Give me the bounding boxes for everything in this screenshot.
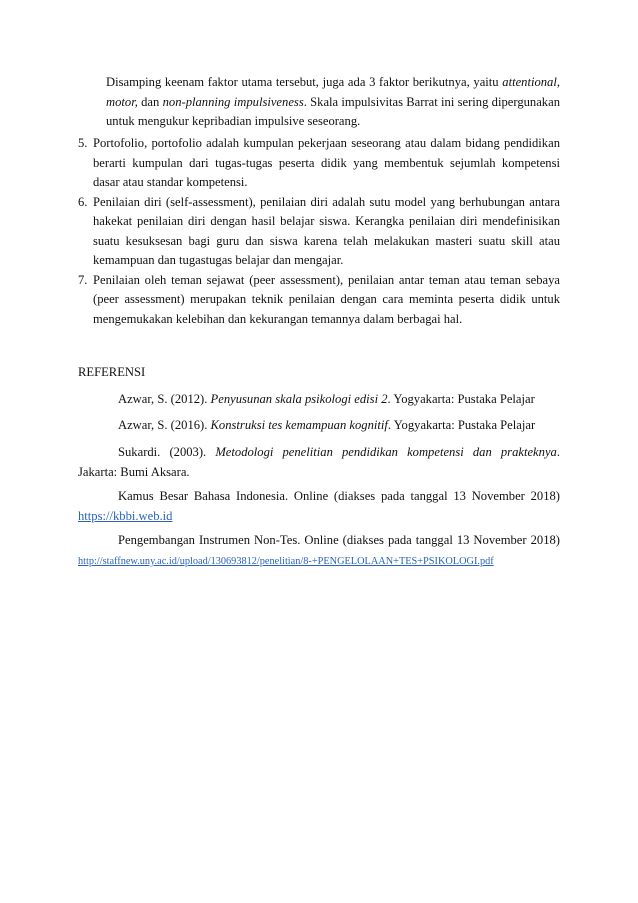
reference-item [78,415,560,435]
list-item-number: 6. [78,194,88,209]
kbbi-link[interactable]: https://kbbi.web.id [78,509,173,523]
reference-author: Azwar, S. (2016). [118,418,211,432]
reference-author: Pengembangan Instrumen Non-Tes. Online (diakses pada tanggal 13 November 2018) [118,533,560,547]
list-item-number: 7. [78,272,88,287]
list-item-text: Penilaian oleh teman sejawat (peer assessment), penilaian antar teman atau teman sebaya (peer assessment) merupakan teknik penilaian dengan cara meminta peserta didik untuk mengemukakan kelebihan dan kekurangan temannya dalam berbagai hal. [93,272,560,326]
list-item [78,134,560,193]
list-item [78,271,560,330]
reference-title: Penyusunan skala psikologi edisi 2 [210,392,388,406]
intro-text-end: . Skala impulsivitas Barrat ini sering dipergunakan untuk mengukur kepribadian impulsive seseorang. [106,94,560,128]
assessment-list [78,134,560,329]
reference-rest: . Jakarta: Bumi Aksara. [78,445,560,479]
reference-rest: . Yogyakarta: Pustaka Pelajar [387,392,535,406]
reference-author: Azwar, S. (2012). [118,392,211,406]
intro-term-non-planning: non-planning impulsiveness [162,94,304,109]
intro-term-attentional-motor: attentional, motor, [106,75,560,109]
reference-item [78,389,560,409]
list-item-text: Portofolio, portofolio adalah kumpulan pekerjaan seseorang atau dalam bidang pendidikan berarti kumpulan dari tugas-tugas peserta didik yang membentuk sejumlah kompetensi dasar atau standar kompetensi. [93,136,560,189]
list-item-number: 5. [78,136,88,150]
reference-title: Metodologi penelitian pendidikan kompetensi dan prakteknya [215,445,557,459]
reference-item [78,486,560,526]
reference-item [78,530,560,572]
reference-author: Kamus Besar Bahasa Indonesia. Online (diakses pada tanggal 13 November 2018) [118,489,560,503]
references-heading: REFERENSI [78,365,146,379]
list-item-text: Penilaian diri (self-assessment), penilaian diri adalah sutu model yang berhubungan antara hakekat penilaian diri dengan hasil belajar siswa. Kerangka penilaian diri mendefinisikan suatu kesuksesan bagi guru dan siswa karena telah melakukan masteri suatu skill atau kemampuan dan tugastugas belajar dan mengajar. [93,194,560,267]
reference-item [78,442,560,482]
reference-title: Konstruksi tes kemampuan kognitif [210,418,388,432]
intro-text-start: Disamping keenam faktor utama tersebut, juga ada 3 faktor berikutnya, yaitu [106,75,503,89]
intro-text-mid: dan [137,94,163,109]
list-item [78,193,560,271]
reference-author: Sukardi. (2003). [118,445,216,459]
reference-rest: . Yogyakarta: Pustaka Pelajar [387,418,536,432]
intro-paragraph [106,73,560,132]
staffnew-uny-link[interactable]: http://staffnew.uny.ac.id/upload/130693812/penelitian/8-+PENGELOLAAN+TES+PSIKOLOGI.pdf [78,556,494,567]
